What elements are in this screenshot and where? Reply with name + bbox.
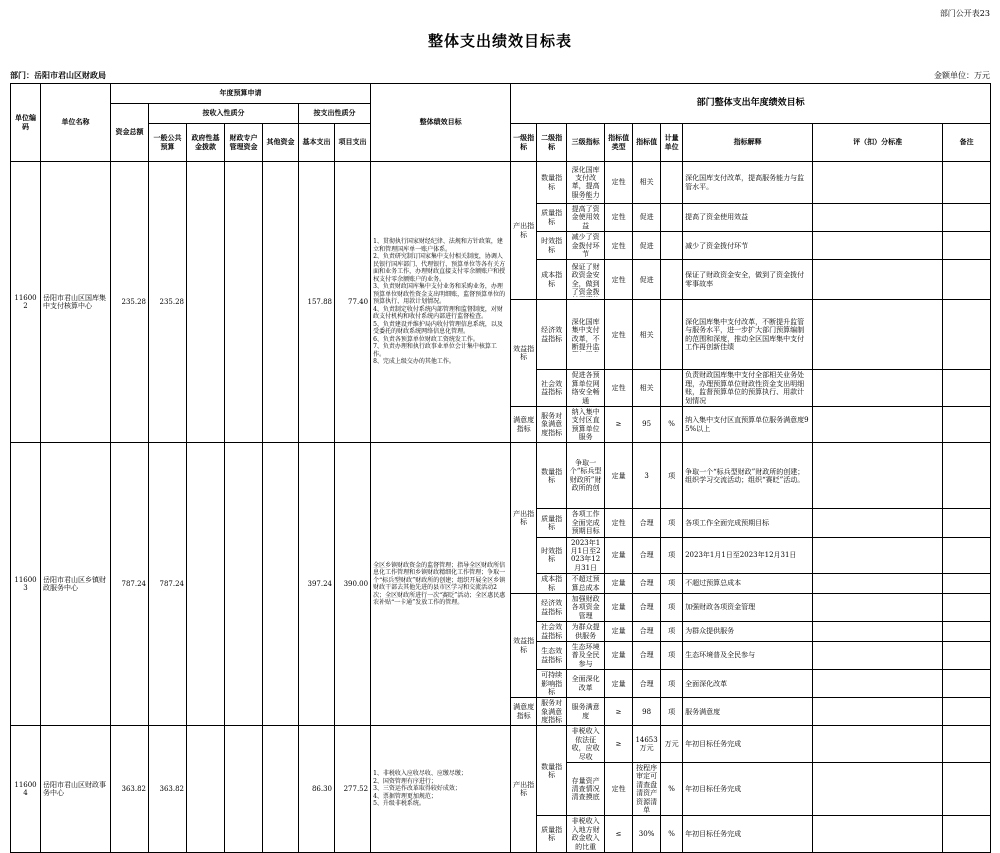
scoring-standard bbox=[813, 443, 943, 509]
fiscal-special-amount bbox=[225, 162, 263, 443]
unit-name: 岳阳市君山区财政事务中心 bbox=[41, 726, 111, 852]
scoring-standard bbox=[813, 816, 943, 853]
level3-indicator bbox=[567, 537, 605, 574]
level1-indicator: 效益指标 bbox=[511, 300, 537, 407]
note bbox=[943, 574, 991, 594]
table-row bbox=[11, 443, 991, 509]
note bbox=[943, 537, 991, 574]
goal-line: 5、负责建设并维护局内收付管理信息系统，以及受委托的财政系统网络信息化管理。 bbox=[373, 320, 503, 336]
level2-indicator: 社会效益指标 bbox=[537, 622, 567, 642]
level3-indicator bbox=[567, 443, 605, 509]
level1-indicator: 满意度指标 bbox=[511, 406, 537, 443]
goal-line: 1、贯彻执行国家财经纪律、法规和方针政策，建立和管理国库单一账户体系。 bbox=[373, 238, 503, 253]
note bbox=[943, 816, 991, 853]
value-operator: ≥ bbox=[605, 406, 633, 443]
note bbox=[943, 260, 991, 300]
unit-code: 116002 bbox=[11, 162, 41, 443]
level3-indicator bbox=[567, 204, 605, 232]
indicator-explanation: 不超过预算总成本 bbox=[683, 574, 813, 594]
level1-indicator: 产出指标 bbox=[511, 443, 537, 594]
measure-unit: 项 bbox=[661, 574, 683, 594]
scoring-standard bbox=[813, 300, 943, 370]
fiscal-special-amount bbox=[225, 443, 263, 726]
fiscal-special-amount bbox=[225, 726, 263, 852]
scoring-standard bbox=[813, 670, 943, 698]
scoring-standard bbox=[813, 593, 943, 621]
level3-text: 不超过预算总成本 bbox=[571, 575, 600, 592]
indicator-value: 98 bbox=[633, 698, 661, 726]
indicator-value: 30% bbox=[633, 816, 661, 853]
measure-unit: % bbox=[661, 816, 683, 853]
indicator-value: 95 bbox=[633, 406, 661, 443]
scoring-standard bbox=[813, 260, 943, 300]
indicator-explanation: 生态环境普及全民参与 bbox=[683, 641, 813, 669]
header-other: 其他资金 bbox=[263, 124, 299, 162]
goal-line: 5、升级非税系统。 bbox=[373, 800, 425, 808]
level2-indicator: 数量指标 bbox=[537, 726, 567, 816]
indicator-value: 合理 bbox=[633, 574, 661, 594]
general-budget-amount: 363.82 bbox=[149, 726, 187, 852]
level3-indicator bbox=[567, 763, 605, 816]
level3-indicator bbox=[567, 406, 605, 443]
indicator-value: 合理 bbox=[633, 509, 661, 537]
overall-goal bbox=[371, 443, 511, 726]
level2-indicator: 可持续影响指标 bbox=[537, 670, 567, 698]
level3-text: 生态环境普及全民参与 bbox=[571, 642, 600, 668]
level2-indicator: 时效指标 bbox=[537, 537, 567, 574]
overall-goal bbox=[371, 162, 511, 443]
indicator-explanation: 服务满意度 bbox=[683, 698, 813, 726]
header-total: 资金总额 bbox=[111, 104, 149, 162]
gov-fund-amount bbox=[187, 726, 225, 852]
goal-line: 3、三资运作改革取得较好成效； bbox=[373, 785, 461, 793]
value-type: 定量 bbox=[605, 537, 633, 574]
performance-table bbox=[10, 83, 991, 853]
table-row bbox=[11, 162, 991, 204]
measure-unit bbox=[661, 162, 683, 204]
note bbox=[943, 622, 991, 642]
value-operator: ≥ bbox=[605, 726, 633, 763]
value-type: 定性 bbox=[605, 162, 633, 204]
scoring-standard bbox=[813, 537, 943, 574]
level3-text: 加强财政各项资金管理 bbox=[571, 594, 600, 620]
note bbox=[943, 509, 991, 537]
measure-unit: 项 bbox=[661, 537, 683, 574]
header-annual-budget: 年度预算申请 bbox=[111, 84, 371, 104]
header-munit: 计量单位 bbox=[661, 124, 683, 162]
goal-line: 7、负责办理和执行政事业单位会计集中核算工作。 bbox=[373, 343, 497, 358]
gov-fund-amount bbox=[187, 443, 225, 726]
level2-indicator: 数量指标 bbox=[537, 443, 567, 509]
level3-text: 存量资产清查情况清查摸底 bbox=[571, 776, 600, 802]
value-type: 定性 bbox=[605, 370, 633, 407]
goal-line: 2、负责研究制订国家集中支付相关制度，协调人民银行国库部门、代理银行、预算单位等各有关方面和业务工作，办理财政直接支付零余额账户和授权支付零余额账户的业务。 bbox=[373, 253, 506, 283]
amount-unit-label: 金额单位：万元 bbox=[934, 71, 990, 80]
level2-indicator: 质量指标 bbox=[537, 204, 567, 232]
header-fiscal-special: 财政专户管理资金 bbox=[225, 124, 263, 162]
measure-unit bbox=[661, 370, 683, 407]
level3-indicator bbox=[567, 593, 605, 621]
value-operator: ≥ bbox=[605, 698, 633, 726]
total-amount: 363.82 bbox=[111, 726, 149, 852]
scoring-standard bbox=[813, 698, 943, 726]
indicator-explanation: 年初目标任务完成 bbox=[683, 816, 813, 853]
indicator-explanation: 2023年1月1日至2023年12月31日 bbox=[683, 537, 813, 574]
note bbox=[943, 300, 991, 370]
goal-line: 2、国资管理有序进行； bbox=[373, 777, 437, 785]
value-type: 定量 bbox=[605, 622, 633, 642]
goal-line: 6、负责各预算单位财政工资统发工作。 bbox=[373, 335, 479, 343]
scoring-standard bbox=[813, 763, 943, 816]
header-gov-fund: 政府性基金拨款 bbox=[187, 124, 225, 162]
measure-unit bbox=[661, 232, 683, 260]
other-amount bbox=[263, 162, 299, 443]
scoring-standard bbox=[813, 641, 943, 669]
level2-indicator: 质量指标 bbox=[537, 509, 567, 537]
level3-text: 提高了资金使用效益 bbox=[571, 205, 600, 230]
scoring-standard bbox=[813, 406, 943, 443]
level2-indicator: 生态效益指标 bbox=[537, 641, 567, 669]
level3-indicator bbox=[567, 574, 605, 594]
level2-indicator: 质量指标 bbox=[537, 816, 567, 853]
value-type: 定量 bbox=[605, 670, 633, 698]
level3-text: 纳入集中支付区直预算单位服务 bbox=[571, 407, 600, 442]
scoring-standard bbox=[813, 204, 943, 232]
level3-text: 非税收入入地方财政金收入的比重 bbox=[571, 817, 600, 851]
header-by-expense: 按支出性质分 bbox=[299, 104, 371, 124]
basic-expense-amount: 86.30 bbox=[299, 726, 335, 852]
value-type: 定量 bbox=[605, 593, 633, 621]
note bbox=[943, 593, 991, 621]
measure-unit: 项 bbox=[661, 641, 683, 669]
level2-indicator: 数量指标 bbox=[537, 162, 567, 204]
level3-indicator bbox=[567, 162, 605, 204]
value-type: 定性 bbox=[605, 300, 633, 370]
total-amount: 235.28 bbox=[111, 162, 149, 443]
header-general: 一般公共预算 bbox=[149, 124, 187, 162]
header-by-income: 按收入性质分 bbox=[149, 104, 299, 124]
header-l2: 二级指标 bbox=[537, 124, 567, 162]
header-value: 指标值 bbox=[633, 124, 661, 162]
indicator-value: 合理 bbox=[633, 670, 661, 698]
measure-unit: 项 bbox=[661, 443, 683, 509]
indicator-explanation: 负责财政国库集中支付全部相关业务处理，办理预算单位财政性资金支出明细账，监督预算单位的预算执行、用款计划情况 bbox=[683, 370, 813, 407]
value-type: 定性 bbox=[605, 509, 633, 537]
measure-unit: 项 bbox=[661, 698, 683, 726]
measure-unit: 项 bbox=[661, 509, 683, 537]
note bbox=[943, 726, 991, 763]
note bbox=[943, 204, 991, 232]
project-expense-amount: 277.52 bbox=[335, 726, 371, 852]
unit-code: 116003 bbox=[11, 443, 41, 726]
indicator-value: 相关 bbox=[633, 300, 661, 370]
scoring-standard bbox=[813, 232, 943, 260]
indicator-explanation: 纳入集中支付区直预算单位服务满意度95%以上 bbox=[683, 406, 813, 443]
level3-text: 深化国库支付改革，提高服务能力 bbox=[571, 165, 600, 199]
project-expense-amount: 77.40 bbox=[335, 162, 371, 443]
indicator-value: 合理 bbox=[633, 537, 661, 574]
note bbox=[943, 162, 991, 204]
page-title: 整体支出绩效目标表 bbox=[427, 32, 572, 50]
value-type: 定量 bbox=[605, 443, 633, 509]
level3-text: 全面深化改革 bbox=[571, 675, 600, 692]
scoring-standard bbox=[813, 726, 943, 763]
indicator-explanation: 加强财政各项资金管理 bbox=[683, 593, 813, 621]
level1-indicator: 效益指标 bbox=[511, 593, 537, 697]
scoring-standard bbox=[813, 370, 943, 407]
indicator-value: 按程序审定可清查盘清资产资源清单 bbox=[633, 763, 661, 816]
level3-indicator bbox=[567, 370, 605, 407]
level3-text: 减少了资金拨付环节 bbox=[571, 233, 600, 258]
indicator-value: 相关 bbox=[633, 162, 661, 204]
indicator-explanation: 年初目标任务完成 bbox=[683, 726, 813, 763]
level2-indicator: 社会效益指标 bbox=[537, 370, 567, 407]
basic-expense-amount: 397.24 bbox=[299, 443, 335, 726]
overall-goal bbox=[371, 726, 511, 852]
indicator-value: 促进 bbox=[633, 204, 661, 232]
note bbox=[943, 406, 991, 443]
level3-text: 服务满意度 bbox=[571, 703, 600, 720]
table-row bbox=[11, 726, 991, 763]
header-note: 备注 bbox=[943, 124, 991, 162]
level3-text: 深化国库集中支付改革，不断提升监 bbox=[571, 317, 600, 352]
indicator-explanation: 深化国库支付改革，提高服务能力与监管水平。 bbox=[683, 162, 813, 204]
value-type: 定性 bbox=[605, 204, 633, 232]
header-l1: 一级指标 bbox=[511, 124, 537, 162]
level2-indicator: 成本指标 bbox=[537, 260, 567, 300]
value-type: 定性 bbox=[605, 763, 633, 816]
level1-indicator: 产出指标 bbox=[511, 162, 537, 300]
indicator-value: 合理 bbox=[633, 622, 661, 642]
indicator-value: 合理 bbox=[633, 593, 661, 621]
note bbox=[943, 443, 991, 509]
goal-line: 3、负责财政国库集中支付业务和采购业务，办理预算单位财政性资金支出明细账，监督预算单位的预算执行、用款计划情况。 bbox=[373, 283, 506, 306]
table-body bbox=[11, 162, 991, 853]
measure-unit bbox=[661, 204, 683, 232]
scoring-standard bbox=[813, 509, 943, 537]
indicator-explanation: 争取一个“标兵型财政”财政所的创建；组织学习交流活动；组织“赛眨”活动。 bbox=[683, 443, 813, 509]
scoring-standard bbox=[813, 622, 943, 642]
level3-text: 2023年1月1日至2023年12月31日 bbox=[570, 538, 601, 572]
level3-indicator bbox=[567, 232, 605, 260]
header-standard: 评（扣）分标准 bbox=[813, 124, 943, 162]
level2-indicator: 服务对象满意度指标 bbox=[537, 406, 567, 443]
unit-code: 116004 bbox=[11, 726, 41, 852]
header-unit-name: 单位名称 bbox=[41, 84, 111, 162]
indicator-value: 14653万元 bbox=[633, 726, 661, 763]
level3-indicator bbox=[567, 816, 605, 853]
indicator-explanation: 深化国库集中支付改革，不断提升监管与服务水平，进一步扩大部门预算编制的范围和深度，推动全区国库集中支付工作再创新佳绩 bbox=[683, 300, 813, 370]
measure-unit: 万元 bbox=[661, 726, 683, 763]
level3-text: 非税收入依法征收，应收尽收 bbox=[571, 727, 600, 761]
other-amount bbox=[263, 726, 299, 852]
header-unit-code: 单位编码 bbox=[11, 84, 41, 162]
scoring-standard bbox=[813, 574, 943, 594]
level3-indicator bbox=[567, 641, 605, 669]
header-perf-title: 部门整体支出年度绩效目标 bbox=[511, 84, 991, 124]
level2-indicator: 成本指标 bbox=[537, 574, 567, 594]
indicator-value: 合理 bbox=[633, 641, 661, 669]
level2-indicator: 经济效益指标 bbox=[537, 593, 567, 621]
value-type: 定性 bbox=[605, 232, 633, 260]
measure-unit bbox=[661, 260, 683, 300]
value-type: 定量 bbox=[605, 574, 633, 594]
indicator-explanation: 年初目标任务完成 bbox=[683, 763, 813, 816]
other-amount bbox=[263, 443, 299, 726]
basic-expense-amount: 157.88 bbox=[299, 162, 335, 443]
header-project: 项目支出 bbox=[335, 124, 371, 162]
level3-text: 保证了财政资金安全，做到了资金拨 bbox=[571, 262, 600, 297]
level3-indicator bbox=[567, 509, 605, 537]
indicator-explanation: 全面深化改革 bbox=[683, 670, 813, 698]
goal-line: 8、完成上级交办的其他工作。 bbox=[373, 358, 455, 366]
header-basic: 基本支出 bbox=[299, 124, 335, 162]
scoring-standard bbox=[813, 162, 943, 204]
level3-indicator bbox=[567, 726, 605, 763]
level3-indicator bbox=[567, 260, 605, 300]
measure-unit: 项 bbox=[661, 622, 683, 642]
measure-unit: % bbox=[661, 406, 683, 443]
header-vtype: 指标值类型 bbox=[605, 124, 633, 162]
level3-indicator bbox=[567, 300, 605, 370]
measure-unit bbox=[661, 300, 683, 370]
level3-indicator bbox=[567, 622, 605, 642]
indicator-explanation: 保证了财政资金安全，做到了资金拨付零事故率 bbox=[683, 260, 813, 300]
note bbox=[943, 370, 991, 407]
indicator-explanation: 为群众提供服务 bbox=[683, 622, 813, 642]
unit-name: 岳阳市君山区乡镇财政服务中心 bbox=[41, 443, 111, 726]
level3-indicator bbox=[567, 670, 605, 698]
value-type: 定性 bbox=[605, 260, 633, 300]
note bbox=[943, 763, 991, 816]
level3-text: 为群众提供服务 bbox=[571, 623, 600, 640]
note bbox=[943, 698, 991, 726]
table-number: 部门公开表23 bbox=[939, 9, 990, 18]
header-l3: 三级指标 bbox=[567, 124, 605, 162]
indicator-value: 促进 bbox=[633, 260, 661, 300]
gov-fund-amount bbox=[187, 162, 225, 443]
level3-text: 各项工作全面完成预期目标 bbox=[571, 510, 600, 536]
department-label: 部门：岳阳市君山区财政局 bbox=[10, 70, 106, 80]
unit-name: 岳阳市君山区国库集中支付核算中心 bbox=[41, 162, 111, 443]
level3-indicator bbox=[567, 698, 605, 726]
goal-line: 4、票据管理更加规范； bbox=[373, 792, 437, 800]
indicator-explanation: 提高了资金使用效益 bbox=[683, 204, 813, 232]
header-explain: 指标解释 bbox=[683, 124, 813, 162]
goal-line: 1、非税收入应收尽收、应缴尽缴； bbox=[373, 770, 467, 778]
level2-indicator: 服务对象满意度指标 bbox=[537, 698, 567, 726]
general-budget-amount: 235.28 bbox=[149, 162, 187, 443]
total-amount: 787.24 bbox=[111, 443, 149, 726]
level3-text: 争取一个“标兵型财政所”财政所的创 bbox=[569, 458, 602, 493]
value-operator: ≤ bbox=[605, 816, 633, 853]
indicator-value: 3 bbox=[633, 443, 661, 509]
project-expense-amount: 390.00 bbox=[335, 443, 371, 726]
value-type: 定量 bbox=[605, 641, 633, 669]
indicator-value: 相关 bbox=[633, 370, 661, 407]
note bbox=[943, 232, 991, 260]
indicator-value: 促进 bbox=[633, 232, 661, 260]
note bbox=[943, 670, 991, 698]
measure-unit: 项 bbox=[661, 593, 683, 621]
level3-text: 促进各预算单位网络安全畅通 bbox=[571, 371, 600, 405]
level2-indicator: 时效指标 bbox=[537, 232, 567, 260]
indicator-explanation: 各项工作全面完成预期目标 bbox=[683, 509, 813, 537]
level2-indicator: 经济效益指标 bbox=[537, 300, 567, 370]
level1-indicator: 产出指标 bbox=[511, 726, 537, 852]
measure-unit: 项 bbox=[661, 670, 683, 698]
measure-unit: % bbox=[661, 763, 683, 816]
note bbox=[943, 641, 991, 669]
indicator-explanation: 减少了资金拨付环节 bbox=[683, 232, 813, 260]
goal-line: 全区乡镇财政资金的监督管理；指导全区财政所信息化工作管理和乡镇财政精细化工作管理；争取一个“标兵型财政”财政所的创建；组织开展全区乡镇财政干部去其他先进的县市区学习和交流活动2次；全区财政所进行一次“赛眨”活动；全区惠民惠农补贴“一卡通”发放工作的管理。 bbox=[373, 561, 506, 607]
general-budget-amount: 787.24 bbox=[149, 443, 187, 726]
header-goal: 整体绩效目标 bbox=[371, 84, 511, 162]
level1-indicator: 满意度指标 bbox=[511, 698, 537, 726]
goal-line: 4、负责制定收付系统内部管理和监督制度，对财政支付机构和收付系统内部进行监督检查。 bbox=[373, 305, 503, 321]
